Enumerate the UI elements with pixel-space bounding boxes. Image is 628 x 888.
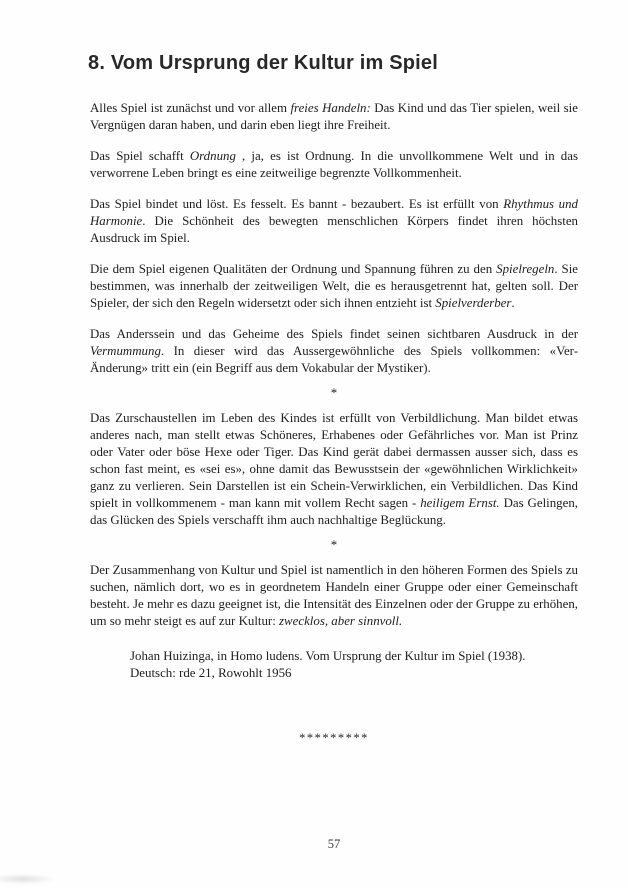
paragraph-spielregeln: Die dem Spiel eigenen Qualitäten der Ordnung und Spannung führen zu den Spielregeln. Sie bestimmen, was innerhalb der zeitweiligen Welt, die es herausgetrennt hat, gelten soll. Der Spieler, der sich den Regeln widersetzt oder sich ihnen entzieht ist Spielverderber. (90, 262, 579, 310)
page-number: 57 (327, 837, 341, 851)
paragraph-kultur-und-spiel: Der Zusammenhang von Kultur und Spiel ist namentlich in den höheren Formen des Spiels zu suchen, nämlich dort, wo es in geordnetem Handeln einer Gruppe oder einer Gemeinschaft besteht. Je mehr es dazu geeignet ist, die Intensität des Einzelnen oder der Gruppe zu erhöhen, um so mehr steigt es auf zur Kultur: zwecklos, aber sinnvoll. (90, 563, 578, 628)
section-separator-asterisk: * (330, 386, 338, 400)
section-separator-asterisk: * (330, 538, 338, 552)
paragraph-vermummung: Das Anderssein und das Geheime des Spiels findet seinen sichtbaren Ausdruck in der Vermummung. In dieser wird das Aussergewöhnliche des Spiels vollkommen: «Ver-Änderung» tritt ein (ein Begriff aus dem Vokabular der Mystiker). (90, 327, 578, 375)
scan-smudge-artifact (0, 874, 56, 884)
citation-line-source: Johan Huizinga, in Homo ludens. Vom Ursprung der Kultur im Spiel (1938). (130, 649, 526, 663)
paragraph-rhythmus-harmonie: Das Spiel bindet und löst. Es fesselt. Es bannt - bezaubert. Es ist erfüllt von Rhythmus und Harmonie. Die Schönheit des bewegten menschlichen Körpers findet ihren höchsten Ausdruck im Spiel. (90, 197, 578, 245)
footer-asterisk-row: ********* (299, 731, 369, 745)
page-body (90, 100, 578, 747)
page-title: 8. Vom Ursprung der Kultur im Spiel (88, 52, 439, 74)
citation-line-edition: Deutsch: rde 21, Rowohlt 1956 (130, 666, 292, 680)
paragraph-verbildlichung: Das Zurschaustellen im Leben des Kindes ist erfüllt von Verbildlichung. Man bildet etwas anderes nach, man stellt etwas Schöneres, Erhabenes oder Gefährliches vor. Man ist Prinz oder Vater oder böse Hexe oder Tiger. Das Kind gerät dabei dermassen ausser sich, dass es schon fast meint, es «sei es», ohne damit das Bewusstsein der «gewöhnlichen Wirklichkeit» ganz zu verlieren. Sein Darstellen ist ein Schein-Verwirklichen, ein Verbildlichen. Das Kind spielt in vollkommenem - man kann mit vollem Recht sagen - heiligem Ernst. Das Gelingen, das Glücken des Spiels verschafft ihm auch nachhaltige Beglückung. (90, 411, 579, 527)
paragraph-ordnung: Das Spiel schafft Ordnung , ja, es ist Ordnung. In die unvollkommene Welt und in das verworrene Leben bringt es eine zeitweilige begrenzte Vollkommenheit. (90, 149, 578, 180)
paragraph-freies-handeln: Alles Spiel ist zunächst und vor allem freies Handeln: Das Kind und das Tier spielen, weil sie Vergnügen daran haben, und darin eben liegt ihre Freiheit. (90, 101, 578, 132)
citation-block (130, 648, 578, 682)
